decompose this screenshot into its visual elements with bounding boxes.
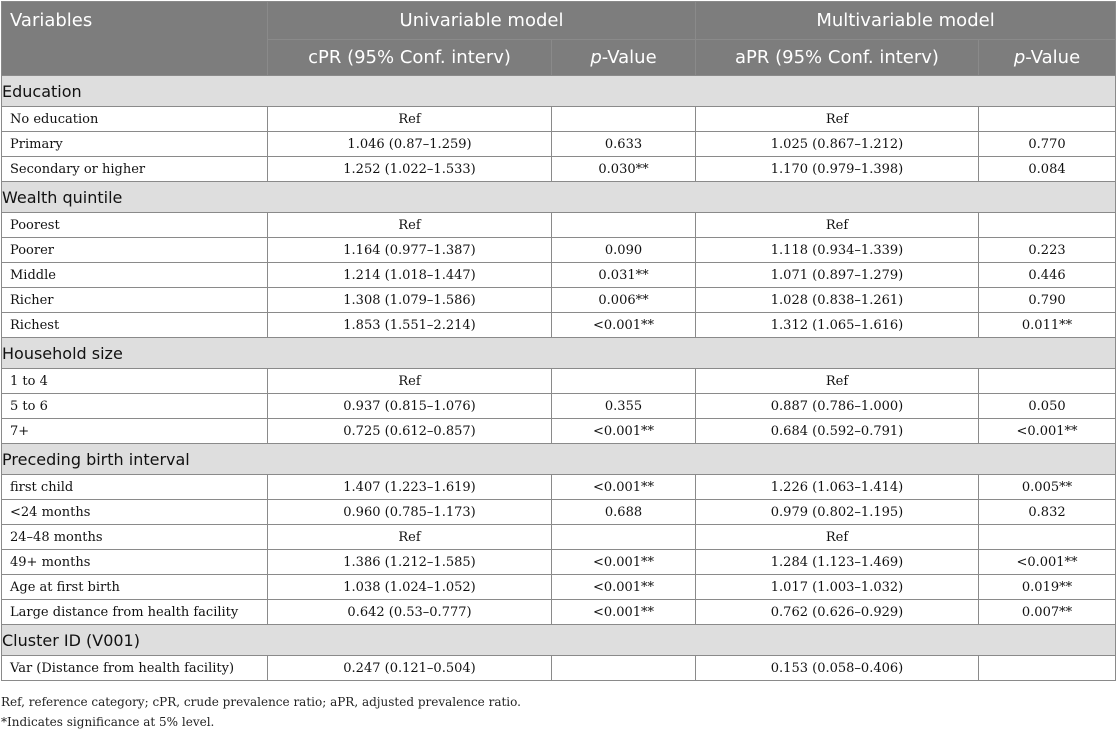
cpr-cell: 1.308 (1.079–1.586) [268, 288, 552, 313]
table-body [2, 76, 1116, 681]
p-italic-1: p [590, 47, 602, 68]
variable-cell: 24–48 months [2, 525, 268, 550]
table-row [2, 656, 1116, 681]
multivariable-p-cell: 0.007** [979, 600, 1116, 625]
p-value-header-2 [979, 40, 1116, 76]
variable-cell: Age at first birth [2, 575, 268, 600]
apr-cell: 1.118 (0.934–1.339) [696, 238, 979, 263]
cpr-header: cPR (95% Conf. interv) [268, 40, 552, 76]
table-row [2, 394, 1116, 419]
table-row [2, 107, 1116, 132]
univariable-p-cell [552, 107, 696, 132]
apr-cell: Ref [696, 107, 979, 132]
univariable-p-cell: <0.001** [552, 313, 696, 338]
cpr-cell: 1.164 (0.977–1.387) [268, 238, 552, 263]
variable-cell: Var (Distance from health facility) [2, 656, 268, 681]
table-row [2, 600, 1116, 625]
section-row [2, 625, 1116, 656]
multivariable-p-cell: 0.790 [979, 288, 1116, 313]
univariable-p-cell: <0.001** [552, 550, 696, 575]
apr-cell: 1.025 (0.867–1.212) [696, 132, 979, 157]
univariable-p-cell: <0.001** [552, 475, 696, 500]
univariable-p-cell [552, 213, 696, 238]
multivariable-p-cell: <0.001** [979, 550, 1116, 575]
table-row [2, 132, 1116, 157]
variable-cell: No education [2, 107, 268, 132]
multivariable-p-cell: 0.019** [979, 575, 1116, 600]
p-value-header-1 [552, 40, 696, 76]
univariable-p-cell: 0.688 [552, 500, 696, 525]
cpr-cell: 1.252 (1.022–1.533) [268, 157, 552, 182]
univariable-p-cell: 0.090 [552, 238, 696, 263]
multivariable-p-cell: 0.223 [979, 238, 1116, 263]
apr-cell: 0.979 (0.802–1.195) [696, 500, 979, 525]
apr-cell: Ref [696, 213, 979, 238]
multivariable-p-cell: 0.011** [979, 313, 1116, 338]
apr-cell: 1.017 (1.003–1.032) [696, 575, 979, 600]
univariable-p-cell: 0.031** [552, 263, 696, 288]
variable-cell: Large distance from health facility [2, 600, 268, 625]
cpr-cell: Ref [268, 525, 552, 550]
p-rest-1: -Value [601, 47, 657, 68]
cpr-cell: 0.937 (0.815–1.076) [268, 394, 552, 419]
variable-cell: first child [2, 475, 268, 500]
multivariable-p-cell: 0.770 [979, 132, 1116, 157]
multivariable-p-cell: 0.446 [979, 263, 1116, 288]
univariable-p-cell: 0.355 [552, 394, 696, 419]
univariable-p-cell: <0.001** [552, 419, 696, 444]
multivariable-p-cell: <0.001** [979, 419, 1116, 444]
multivariable-p-cell [979, 107, 1116, 132]
footnote-abbreviations: Ref, reference category; cPR, crude prevalence ratio; aPR, adjusted prevalence ratio. [1, 695, 521, 709]
multivariable-p-cell [979, 525, 1116, 550]
univariable-p-cell: <0.001** [552, 600, 696, 625]
cpr-cell: 1.407 (1.223–1.619) [268, 475, 552, 500]
cpr-cell: Ref [268, 369, 552, 394]
table-row [2, 575, 1116, 600]
cpr-cell: 0.642 (0.53–0.777) [268, 600, 552, 625]
multivariable-p-cell: 0.050 [979, 394, 1116, 419]
cpr-cell: 1.853 (1.551–2.214) [268, 313, 552, 338]
univariable-p-cell: 0.006** [552, 288, 696, 313]
section-title: Cluster ID (V001) [2, 625, 1116, 656]
multivariable-p-cell [979, 213, 1116, 238]
apr-cell: Ref [696, 369, 979, 394]
apr-cell: 0.153 (0.058–0.406) [696, 656, 979, 681]
variables-header: Variables [2, 2, 268, 76]
p-italic-2: p [1013, 47, 1026, 68]
table-row [2, 288, 1116, 313]
multivariable-header: Multivariable model [696, 2, 1116, 40]
apr-cell: 1.312 (1.065–1.616) [696, 313, 979, 338]
apr-cell: 1.071 (0.897–1.279) [696, 263, 979, 288]
cpr-cell: Ref [268, 107, 552, 132]
section-row [2, 76, 1116, 107]
apr-cell: 0.762 (0.626–0.929) [696, 600, 979, 625]
multivariable-p-cell: 0.832 [979, 500, 1116, 525]
univariable-p-cell: 0.633 [552, 132, 696, 157]
footnotes [1, 692, 521, 732]
cpr-cell: 0.725 (0.612–0.857) [268, 419, 552, 444]
variable-cell: Richer [2, 288, 268, 313]
apr-header: aPR (95% Conf. interv) [696, 40, 979, 76]
univariable-p-cell: 0.030** [552, 157, 696, 182]
variable-cell: Richest [2, 313, 268, 338]
multivariable-p-cell [979, 656, 1116, 681]
univariable-p-cell [552, 525, 696, 550]
apr-cell: 1.226 (1.063–1.414) [696, 475, 979, 500]
header-row-1 [2, 2, 1116, 40]
univariable-p-cell: <0.001** [552, 575, 696, 600]
multivariable-p-cell: 0.005** [979, 475, 1116, 500]
apr-cell: 0.684 (0.592–0.791) [696, 419, 979, 444]
cpr-cell: 1.046 (0.87–1.259) [268, 132, 552, 157]
table-row [2, 500, 1116, 525]
variable-cell: Secondary or higher [2, 157, 268, 182]
variable-cell: Poorer [2, 238, 268, 263]
apr-cell: 1.170 (0.979–1.398) [696, 157, 979, 182]
variable-cell: 49+ months [2, 550, 268, 575]
section-row [2, 338, 1116, 369]
cpr-cell: 1.214 (1.018–1.447) [268, 263, 552, 288]
section-row [2, 182, 1116, 213]
table-row [2, 313, 1116, 338]
table-row [2, 263, 1116, 288]
apr-cell: 1.284 (1.123–1.469) [696, 550, 979, 575]
table-row [2, 213, 1116, 238]
apr-cell: 0.887 (0.786–1.000) [696, 394, 979, 419]
univariable-p-cell [552, 656, 696, 681]
table-row [2, 157, 1116, 182]
section-row [2, 444, 1116, 475]
cpr-cell: 0.247 (0.121–0.504) [268, 656, 552, 681]
multivariable-p-cell: 0.084 [979, 157, 1116, 182]
section-title: Preceding birth interval [2, 444, 1116, 475]
cpr-cell: 1.386 (1.212–1.585) [268, 550, 552, 575]
table-row [2, 550, 1116, 575]
variable-cell: Primary [2, 132, 268, 157]
results-table [1, 1, 1116, 681]
multivariable-p-cell [979, 369, 1116, 394]
variable-cell: 1 to 4 [2, 369, 268, 394]
variable-cell: Poorest [2, 213, 268, 238]
footnote-significance: *Indicates significance at 5% level. [1, 715, 215, 729]
cpr-cell: 0.960 (0.785–1.173) [268, 500, 552, 525]
variable-cell: 5 to 6 [2, 394, 268, 419]
table-row [2, 369, 1116, 394]
apr-cell: Ref [696, 525, 979, 550]
p-rest-2: -Value [1025, 47, 1081, 68]
cpr-cell: 1.038 (1.024–1.052) [268, 575, 552, 600]
univariable-header: Univariable model [268, 2, 696, 40]
variable-cell: 7+ [2, 419, 268, 444]
univariable-p-cell [552, 369, 696, 394]
variable-cell: Middle [2, 263, 268, 288]
table-row [2, 238, 1116, 263]
table-row [2, 475, 1116, 500]
cpr-cell: Ref [268, 213, 552, 238]
section-title: Education [2, 76, 1116, 107]
section-title: Household size [2, 338, 1116, 369]
table-row [2, 419, 1116, 444]
apr-cell: 1.028 (0.838–1.261) [696, 288, 979, 313]
table-row [2, 525, 1116, 550]
section-title: Wealth quintile [2, 182, 1116, 213]
variable-cell: <24 months [2, 500, 268, 525]
